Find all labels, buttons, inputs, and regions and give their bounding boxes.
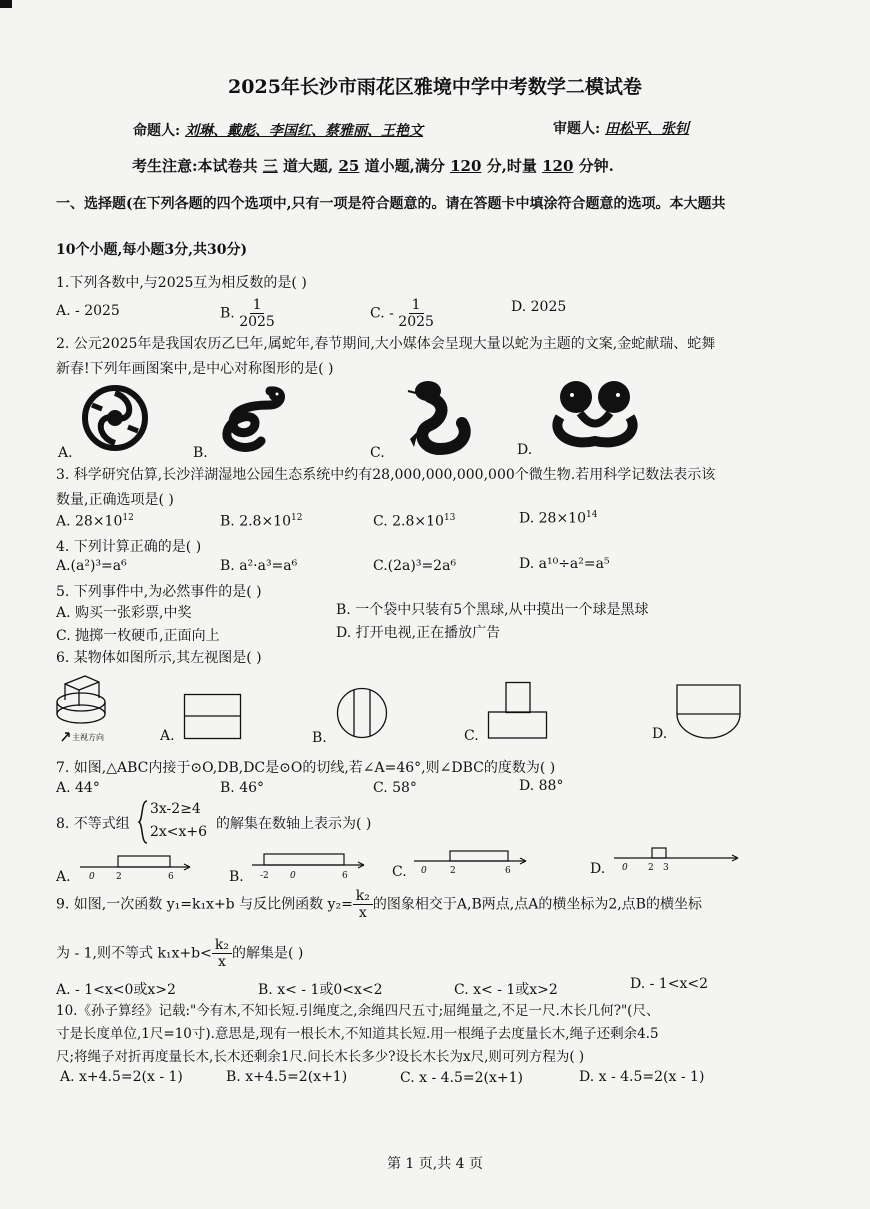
section1-instructions-line1: 一、选择题(在下列各题的四个选项中,只有一项是符合题意的。请在答题卡中填涂符合题意的选项。本大题共 [56, 196, 726, 212]
q10-stem-line1: 10.《孙子算经》记载:"今有木,不知长短.引绳度之,余绳四尺五寸;屈绳量之,不足一尺.木长几何?"(尺、 [56, 1003, 660, 1019]
q8-option-b-numberline [252, 850, 372, 880]
q10-option-a: A. x+4.5=2(x - 1) [60, 1069, 183, 1085]
q8-d-tick-3: 3 [663, 863, 669, 873]
q6-option-d: D. [652, 726, 668, 742]
q6-option-c-figure [488, 682, 548, 740]
q8-a-tick-3: 6 [168, 872, 174, 882]
q6-stem: 6. 某物体如图所示,其左视图是( ) [56, 650, 262, 666]
q2-stem-line2: 新春!下列年画图案中,是中心对称图形的是( ) [56, 361, 334, 377]
exam-notice: 考生注意:本试卷共 三 道大题, 25 道小题,满分 120 分,时量 120 分钟. [132, 157, 614, 175]
q8-option-a-numberline [80, 852, 200, 882]
q8-c-tick-1: 0 [421, 866, 427, 876]
q10-stem-line2: 寸是长度单位,1尺=10寸).意思是,现有一根长木,不知道其长短.用一根绳子去度量长木,绳子还剩余4.5 [56, 1026, 659, 1042]
q1-option-b-fraction: $\frac{1}{2025}$ [239, 297, 275, 330]
q3-option-b: B. $2.8\times 10^{12}$ [220, 513, 303, 530]
q9-option-d: D. - 1<x<2 [630, 976, 708, 992]
q8-stem-suffix: 的解集在数轴上表示为( ) [216, 816, 372, 832]
page-title: 2025年长沙市雨花区雅境中学中考数学二模试卷 [228, 76, 642, 98]
q9-fraction-k2-over-x-1: $\frac{\text{k₂}}{x}$ [353, 888, 373, 921]
q4-stem: 4. 下列计算正确的是( ) [56, 539, 202, 555]
q4-option-d: D. a¹⁰÷a²=a⁵ [519, 556, 610, 572]
q7-option-d: D. 88° [519, 778, 564, 794]
q1-stem: 1.下列各数中,与2025互为相反数的是( ) [56, 275, 307, 291]
page-number: 第 1 页,共 4 页 [386, 1156, 484, 1172]
q3-option-a: A. $28\times 10^{12}$ [56, 513, 134, 530]
q6-option-c: C. [464, 728, 479, 744]
q5-option-b: B. 一个袋中只装有5个黑球,从中摸出一个球是黑球 [336, 602, 649, 618]
q3-option-d: D. $28\times 10^{14}$ [519, 510, 598, 527]
q8-inequality-1: 3x-2≥4 [150, 801, 201, 817]
q7-option-a: A. 44° [56, 780, 100, 796]
q1-option-c-fraction: $\frac{1}{2025}$ [398, 297, 434, 330]
q8-option-a: A. [56, 869, 71, 885]
section1-instructions-line2: 10个小题,每小题3分,共30分) [56, 242, 248, 258]
q6-option-b: B. [312, 730, 327, 746]
authors: 刘琳、戴彪、李国红、蔡雅丽、王艳文 [185, 123, 424, 139]
q1-option-c: C. - $\frac{1}{2025}$ [370, 297, 434, 330]
q9-option-a: A. - 1<x<0或x>2 [56, 982, 176, 998]
q9-stem-line2: 为 - 1,则不等式 k₁x+b< $\frac{\text{k₂}}{x}$ 的解集是( ) [56, 937, 304, 970]
q8-c-tick-2: 2 [450, 866, 456, 876]
q8-b-tick-3: 6 [342, 871, 348, 881]
q10-option-c: C. x - 4.5=2(x+1) [400, 1070, 523, 1086]
q5-option-c: C. 抛掷一枚硬币,正面向上 [56, 628, 220, 644]
q1-option-d: D. 2025 [511, 299, 567, 315]
q8-stem-prefix: 8. 不等式组 [56, 816, 130, 832]
q6-view-label: 主视方向 [72, 733, 104, 742]
q9-stem-line1: 9. 如图,一次函数 y₁=k₁x+b 与反比例函数 y₂= $\frac{\text{k₂}}{x}$ 的图象相交于A,B两点,点A的横坐标为2,点B的横坐标 [56, 888, 702, 921]
q2-option-a: A. [58, 445, 73, 461]
q8-b-tick-1: -2 [260, 871, 269, 881]
q5-stem: 5. 下列事件中,为必然事件的是( ) [56, 584, 262, 600]
q3-stem-line1: 3. 科学研究估算,长沙洋湖湿地公园生态系统中约有28,000,000,000,000个微生物.若用科学记数法表示该 [56, 467, 716, 483]
q10-option-d: D. x - 4.5=2(x - 1) [579, 1069, 705, 1085]
authors-label: 命题人: [133, 123, 181, 139]
duration: 120 [542, 157, 574, 175]
q7-stem: 7. 如图,△ABC内接于⊙O,DB,DC是⊙O的切线,若∠A=46°,则∠DBC的度数为( ) [56, 760, 556, 776]
snake-figure-b [215, 383, 285, 455]
q8-option-d-numberline [614, 843, 744, 873]
q8-option-d: D. [590, 861, 606, 877]
q8-inequality-2: 2x<x+6 [150, 824, 208, 840]
q1-option-a: A. - 2025 [56, 303, 120, 319]
q8-c-tick-3: 6 [505, 866, 511, 876]
q8-system-brace [138, 800, 148, 844]
authors-line [133, 120, 423, 140]
q9-option-c: C. x< - 1或x>2 [454, 982, 558, 998]
q4-option-a: A.(a²)³=a⁶ [56, 558, 127, 574]
q2-option-d: D. [517, 442, 533, 458]
q8-d-tick-1: 0 [622, 863, 628, 873]
q6-option-d-figure [676, 684, 742, 740]
q8-a-tick-2: 2 [116, 872, 122, 882]
q5-option-d: D. 打开电视,正在播放广告 [336, 625, 501, 641]
q7-option-c: C. 58° [373, 780, 417, 796]
q2-option-c: C. [370, 445, 385, 461]
q6-solid-figure [55, 672, 115, 732]
snake-figure-d [540, 377, 650, 451]
q1-option-b: B. $\frac{1}{2025}$ [220, 297, 275, 330]
q5-option-a: A. 购买一张彩票,中奖 [56, 605, 192, 621]
q8-b-tick-2: 0 [290, 871, 296, 881]
q8-a-tick-1: 0 [89, 872, 95, 882]
q3-option-c: C. $2.8\times 10^{13}$ [373, 513, 456, 530]
q4-option-b: B. a²·a³=a⁶ [220, 558, 298, 574]
q9-option-b: B. x< - 1或0<x<2 [258, 982, 383, 998]
q6-option-a: A. [160, 728, 175, 744]
view-direction-arrow-icon [60, 730, 72, 742]
q9-fraction-k2-over-x-2: $\frac{\text{k₂}}{x}$ [212, 937, 232, 970]
reviewers-line [553, 118, 689, 138]
snake-figure-c [400, 377, 475, 459]
q2-stem-line1: 2. 公元2025年是我国农历乙巳年,属蛇年,春节期间,大小媒体会呈现大量以蛇为主题的文案,金蛇献瑞、蛇舞 [56, 336, 716, 352]
q6-option-b-figure [336, 687, 388, 739]
q8-option-c-numberline [414, 846, 534, 876]
scan-corner-mark [0, 0, 12, 8]
reviewers: 田松平、张钊 [605, 121, 690, 137]
snake-figure-a [82, 385, 148, 451]
q7-option-b: B. 46° [220, 780, 265, 796]
q10-option-b: B. x+4.5=2(x+1) [226, 1069, 348, 1085]
num-parts: 三 [262, 157, 278, 175]
q10-stem-line3: 尺;将绳子对折再度量长木,长木还剩余1尺.问长木长多少?设长木长为x尺,则可列方程为( ) [56, 1049, 585, 1065]
q8-d-tick-2: 2 [648, 863, 654, 873]
q6-option-a-figure [184, 694, 242, 740]
full-score: 120 [450, 157, 482, 175]
q8-option-b: B. [229, 869, 244, 885]
num-questions: 25 [338, 157, 360, 175]
q3-stem-line2: 数量,正确选项是( ) [56, 492, 174, 508]
q8-option-c: C. [392, 864, 407, 880]
q4-option-c: C.(2a)³=2a⁶ [373, 558, 457, 574]
reviewers-label: 审题人: [553, 121, 601, 137]
q2-option-b: B. [193, 445, 208, 461]
